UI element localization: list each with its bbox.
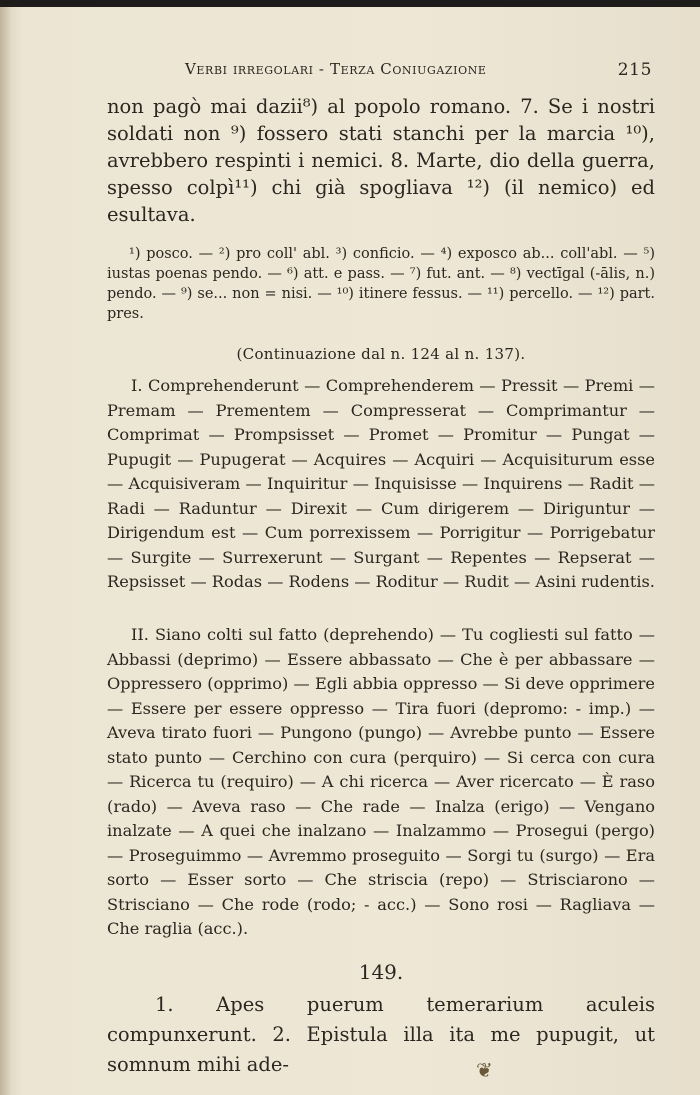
page-number: 215	[617, 60, 652, 80]
ink-mark-icon: ❦	[476, 1058, 493, 1082]
section-number: 149.	[358, 960, 404, 984]
exercise-1-text: I. Comprehenderunt — Comprehenderem — Pressit — Premi — Premam — Prementem — Compresserat — Comprimantur — Comprimat — Prompsisset — Promet — Promitur — Pungat — Pupugit — Pupugerat — Acquires — Acquiri — Acquisiturum esse — Acquisiveram — Inquiritur — Inquisisse — Inquirens — Radit — Radi — Raduntur — Direxit — Cum dirigerem — Diriguntur — Dirigendum est — Cum porrexissem — Porrigitur — Porrigebatur — Surgite — Surrexerunt — Surgant — Repentes — Repserat — Repsisset — Rodas — Rodens — Roditur — Rudit — Asini rudentis.	[107, 376, 655, 591]
page-binding-edge	[0, 7, 10, 1095]
page-top-edge	[0, 0, 700, 7]
exercise-section-1	[107, 374, 655, 595]
top-paragraph: non pagò mai dazii⁸) al popolo romano. 7. Se i nostri soldati non ⁹) fossero stati stanchi per la marcia ¹⁰), avrebbero respinti i nemici. 8. Marte, dio della guerra, spesso colpì¹¹) chi già spogliava ¹²) (il nemico) ed esultava.	[107, 95, 655, 226]
exercise-2-text: II. Siano colti sul fatto (deprehendo) — Tu cogliesti sul fatto — Abbassi (deprimo) — Essere abbassato — Che è per abbassare — Oppressero (opprimo) — Egli abbia oppresso — Si deve opprimere — Essere per essere oppresso — Tira fuori (depromo: - imp.) — Aveva tirato fuori — Pungono (pungo) — Avrebbe punto — Essere stato punto — Cerchino con cura (perquiro) — Si cerca con cura — Ricerca tu (requiro) — A chi ricerca — Aver ricercato — È raso (rado) — Aveva raso — Che rade — Inalza (erigo) — Vengano inalzate — A quei che inalzano — Inalzammo — Prosegui (pergo) — Proseguimmo — Avremmo proseguito — Sorgi tu (surgo) — Era sorto — Esser sorto — Che striscia (repo) — Strisciarono — Strisciano — Che rode (rodo; - acc.) — Sono rosi — Ragliava — Che raglia (acc.).	[107, 625, 655, 938]
final-text: 1. Apes puerum temerarium aculeis compunxerunt. 2. Epistula illa ita me pupugit, ut somnum mihi ade-	[107, 993, 655, 1076]
footnotes	[107, 244, 655, 324]
exercise-section-2	[107, 623, 655, 942]
footnotes-text: ¹) posco. — ²) pro coll' abl. ³) conficio. — ⁴) exposco ab... coll'abl. — ⁵) iustas poenas pendo. — ⁶) att. e pass. — ⁷) fut. ant. — ⁸) vectīgal (-ālis, n.) pendo. — ⁹) se... non = nisi. — ¹⁰) itinere fessus. — ¹¹) percello. — ¹²) part. pres.	[107, 246, 655, 322]
running-header	[185, 60, 655, 84]
continuation-note: (Continuazione dal n. 124 al n. 137).	[236, 345, 526, 363]
header-title: Verbi irregolari - Terza Coniugazione	[185, 60, 487, 78]
latin-exercise	[107, 990, 655, 1080]
translation-exercise-end	[107, 93, 655, 228]
